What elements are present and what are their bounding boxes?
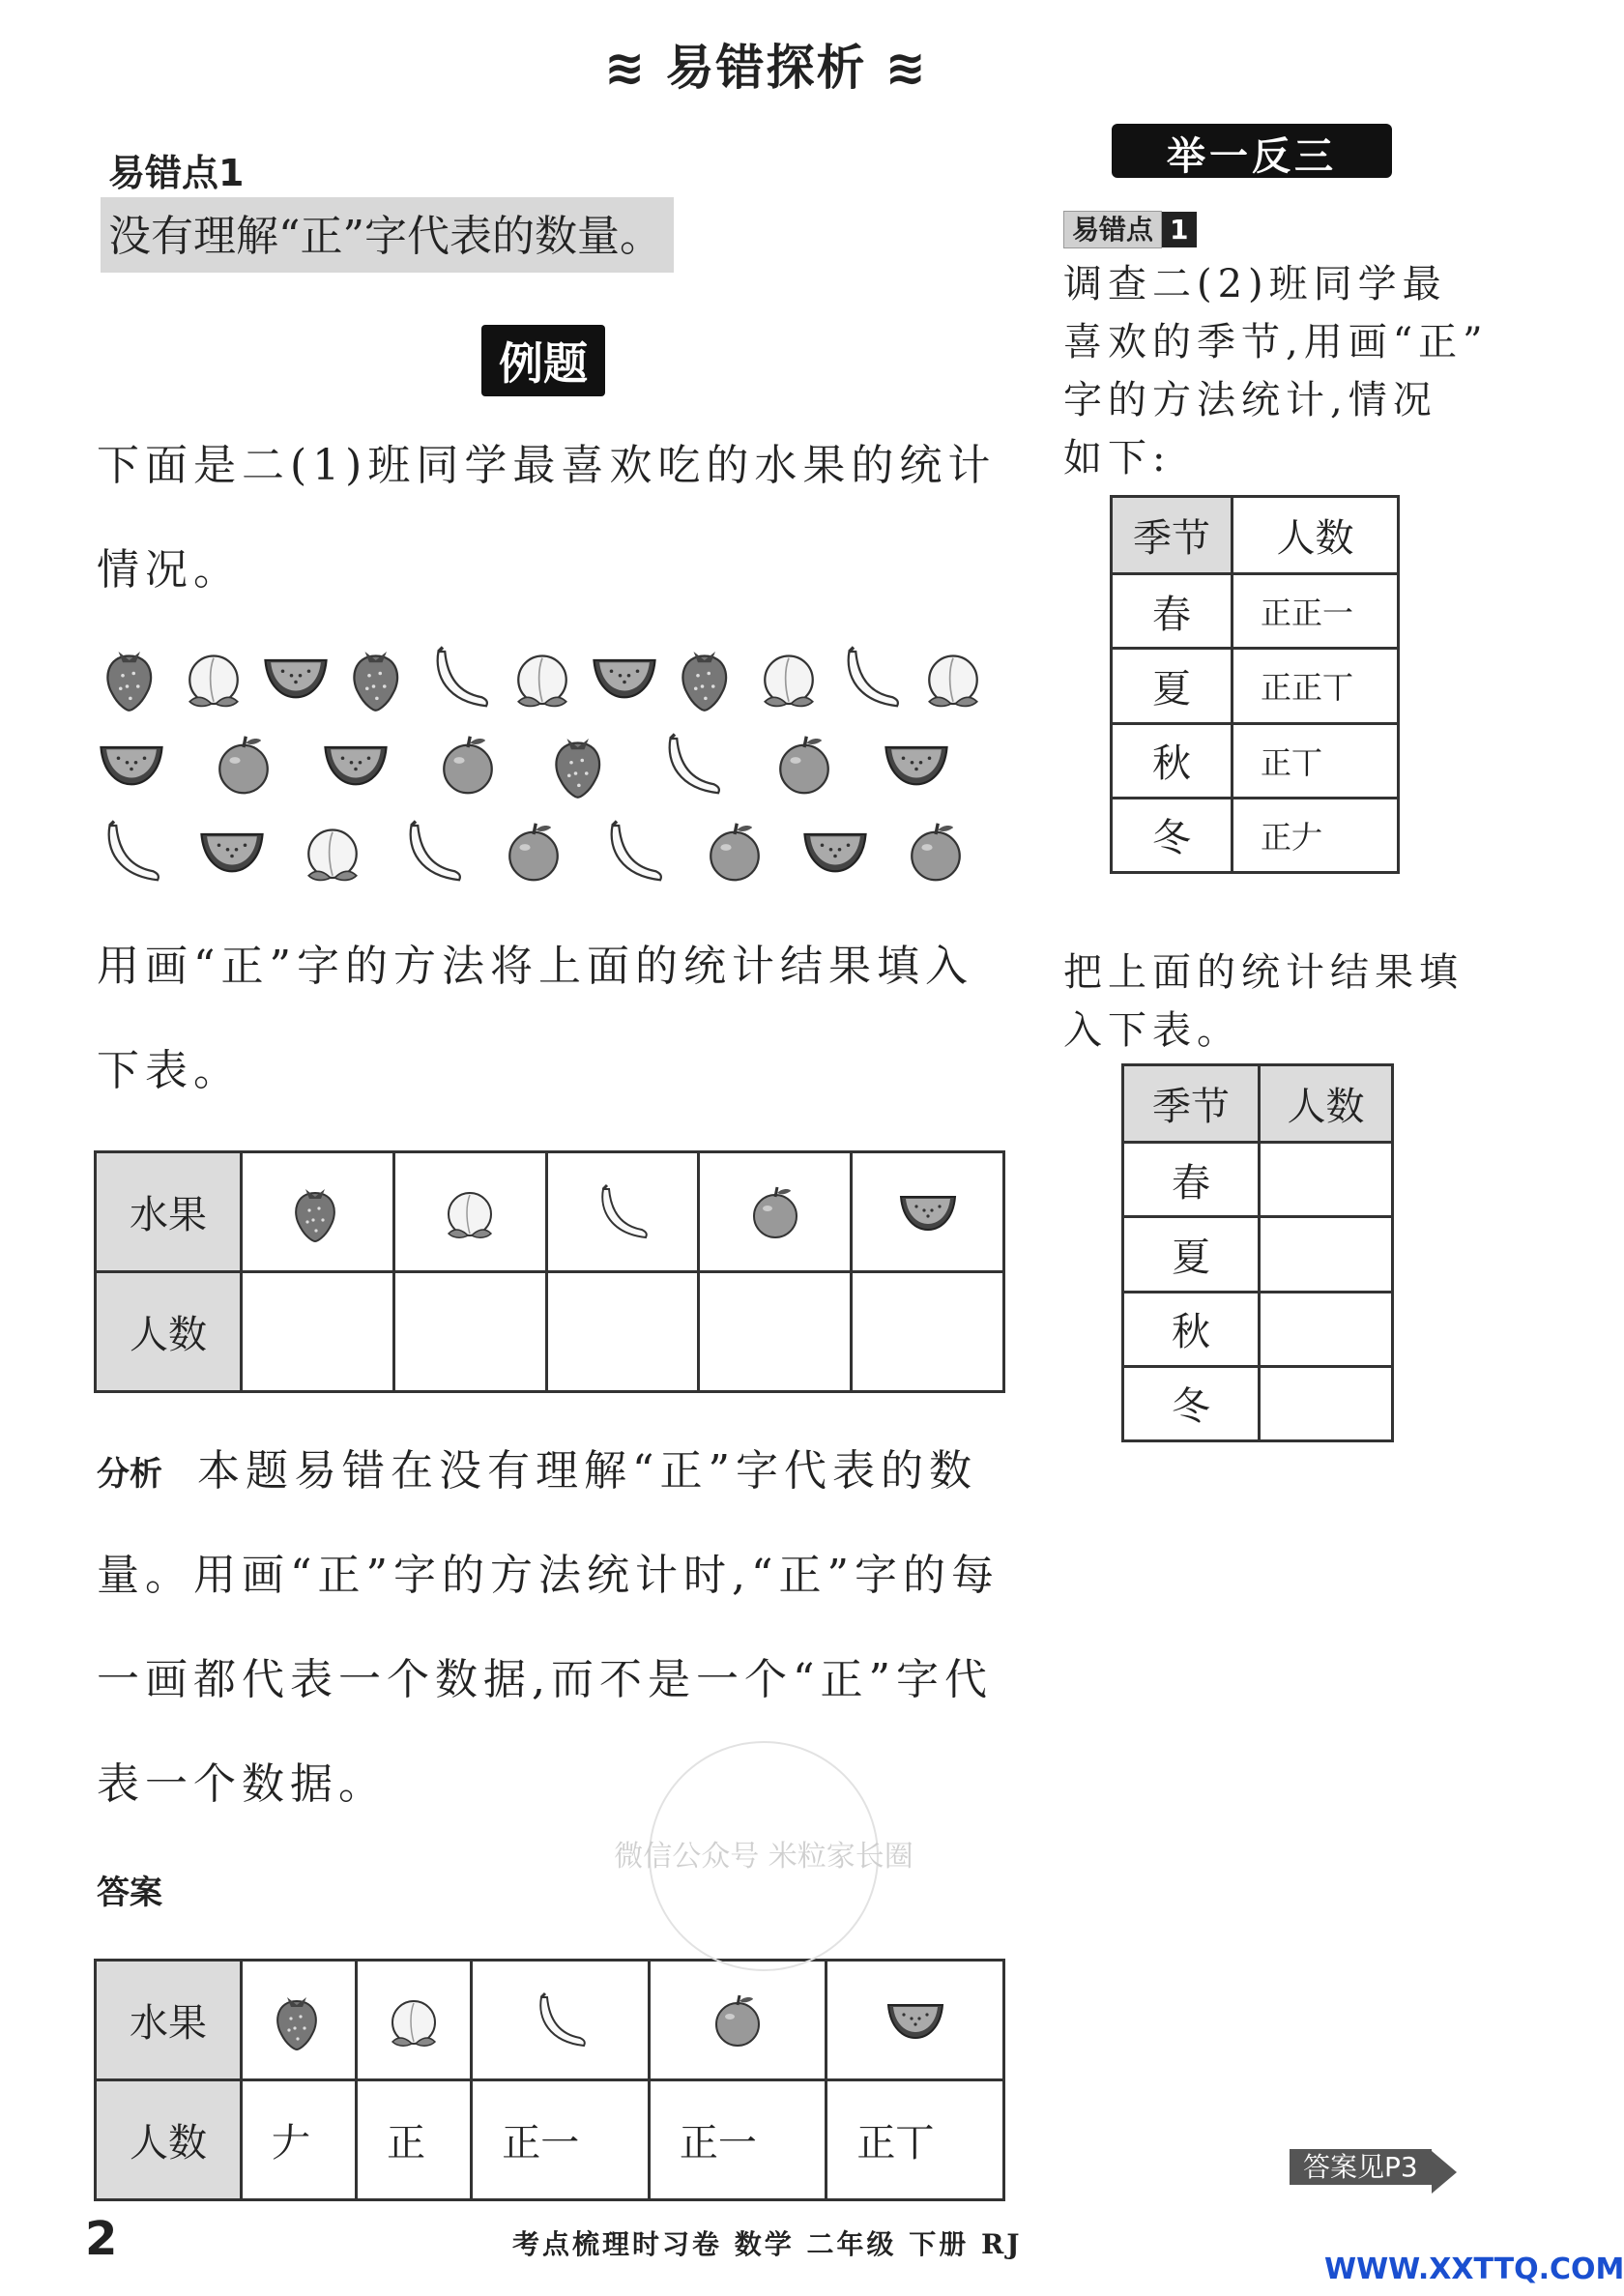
peach-icon [393,1152,546,1272]
season-header: 季节 [1112,497,1232,574]
watermelon-icon [590,643,672,716]
season-cell: 秋 [1123,1292,1260,1366]
analysis-line-3: 一画都代表一个数据,而不是一个“正”字代 [97,1655,993,1704]
apple-icon [209,730,321,803]
table-header-count: 人数 [96,1272,242,1392]
book-info: 考点梳理时习卷 数学 二年级 下册 RJ [512,2228,1023,2260]
strawberry-icon [672,643,754,716]
season-cell: 春 [1123,1143,1260,1217]
fruit-row [97,810,1005,897]
table-cell[interactable] [699,1272,852,1392]
watermelon-icon [800,817,901,890]
svg-text:微信公众号 米粒家长圈: 微信公众号 米粒家长圈 [614,1840,914,1874]
apple-icon [699,1152,852,1272]
tally-cell: 正丅 [1232,723,1399,798]
watermelon-icon [321,730,433,803]
table-cell[interactable] [393,1272,546,1392]
answer-tally-banana: 正一 [472,2080,650,2200]
season-cell: 春 [1112,574,1232,649]
fruit-row [97,723,1005,810]
fruit-picture-grid [97,636,1005,897]
tally-cell: 正正一 [1232,574,1399,649]
count-header: 人数 [1232,497,1399,574]
season-header: 季节 [1123,1065,1260,1143]
watermelon-icon [97,730,209,803]
fill-text-1: 把上面的统计结果填 [1063,950,1464,995]
apple-icon [433,730,545,803]
season-count-table [1121,1063,1394,1442]
peach-icon [508,643,590,716]
analysis-line-2: 量。用画“正”字的方法统计时,“正”字的每 [97,1551,1000,1600]
table-cell[interactable] [242,1272,394,1392]
page-title: ≋ 易错探析 ≋ [604,40,928,96]
watermark [614,1721,914,1991]
banana-icon [836,643,918,716]
watermelon-icon [852,1152,1004,1272]
error-point-text: 没有理解“正”字代表的数量。 [101,197,674,273]
season-cell: 秋 [1112,723,1232,798]
answer-tally-peach: 正 [357,2080,472,2200]
watermark-seal [614,1721,914,1991]
strawberry-icon [242,1152,394,1272]
example-label: 例题 [481,325,605,396]
peach-icon [754,643,836,716]
answer-tally-strawberry: 𠂇 [242,2080,357,2200]
error-point-label: 易错点1 [108,152,245,194]
season-cell: 夏 [1112,649,1232,723]
wave-icon: ≋ [604,40,666,96]
peach-icon [357,1961,472,2080]
strawberry-icon [97,643,179,716]
apple-icon [901,817,1001,890]
banana-icon [398,817,499,890]
banana-icon [425,643,508,716]
intro-line-2: 情况。 [97,545,242,595]
season-tally-table [1110,495,1400,874]
count-input-cell[interactable] [1260,1143,1393,1217]
analysis-line-1: 分析 本题易错在没有理解“正”字代表的数 [97,1446,977,1496]
analysis-line-4: 表一个数据。 [97,1759,387,1809]
right-text-2: 喜欢的季节,用画“正” [1063,320,1489,364]
example-table [94,1150,1005,1393]
peach-icon [918,643,1000,716]
watermelon-icon [197,817,298,890]
watermelon-icon [261,643,343,716]
apple-icon [499,817,599,890]
peach-icon [179,643,261,716]
table-header-fruit: 水果 [96,1152,242,1272]
tally-cell: 正正丅 [1232,649,1399,723]
website-url[interactable]: WWW.XXTTQ.COM [1324,2252,1624,2286]
answer-header-fruit: 水果 [96,1961,242,2080]
count-input-cell[interactable] [1260,1217,1393,1292]
count-input-cell[interactable] [1260,1366,1393,1440]
instruction-line-1: 用画“正”字的方法将上面的统计结果填入 [97,942,973,991]
watermelon-icon [882,730,994,803]
strawberry-icon [343,643,425,716]
strawberry-icon [545,730,657,803]
arrow-right-icon [1432,2151,1457,2194]
apple-icon [769,730,882,803]
count-header: 人数 [1260,1065,1393,1143]
season-cell: 夏 [1123,1217,1260,1292]
count-input-cell[interactable] [1260,1292,1393,1366]
peach-icon [298,817,398,890]
fill-text-2: 入下表。 [1063,1008,1241,1053]
answer-table [94,1959,1005,2201]
analysis-label: 分析 [97,1455,162,1494]
answer-reference[interactable] [1290,2146,1457,2194]
banana-icon [546,1152,699,1272]
answer-tally-apple: 正一 [649,2080,826,2200]
right-point-label: 易错点 1 [1063,209,1197,247]
right-text-3: 字的方法统计,情况 [1063,378,1437,422]
apple-icon [700,817,800,890]
banner-title: 举一反三 [1167,134,1337,179]
table-cell[interactable] [546,1272,699,1392]
season-cell: 冬 [1112,798,1232,872]
answer-tally-watermelon: 正丅 [826,2080,1004,2200]
tally-cell: 正𠂇 [1232,798,1399,872]
banana-icon [657,730,769,803]
table-cell[interactable] [852,1272,1004,1392]
wave-icon: ≋ [866,40,928,96]
answer-header-count: 人数 [96,2080,242,2200]
right-text-4: 如下: [1063,436,1172,480]
season-cell: 冬 [1123,1366,1260,1440]
instruction-line-2: 下表。 [97,1046,242,1095]
banana-icon [97,817,197,890]
intro-line-1: 下面是二(1)班同学最喜欢吃的水果的统计 [97,441,997,490]
fruit-row [97,636,1005,723]
right-text-1: 调查二(2)班同学最 [1063,262,1447,306]
page-number: 2 [85,2212,118,2266]
answer-label: 答案 [97,1874,162,1912]
strawberry-icon [242,1961,357,2080]
answer-reference-label: 答案见P3 [1290,2149,1432,2185]
banana-icon [599,817,700,890]
